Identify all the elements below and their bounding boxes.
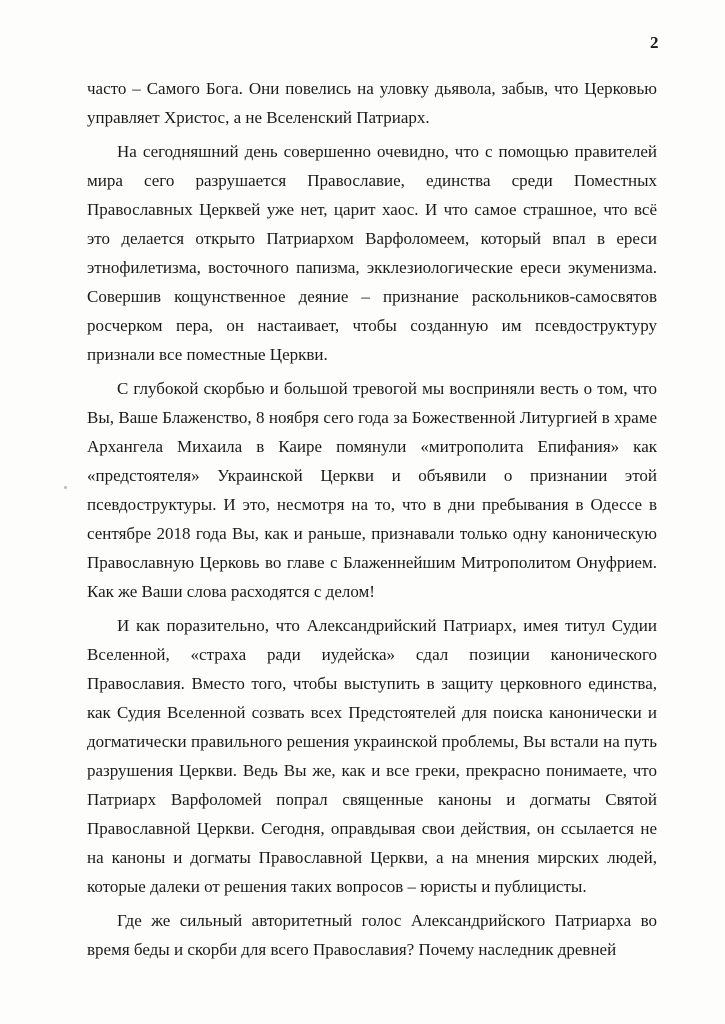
- paragraph: часто – Самого Бога. Они повелись на уловку дьявола, забыв, что Церковью управляет Христос, а не Вселенский Патриарх.: [87, 79, 657, 127]
- paragraph: С глубокой скорбью и большой тревогой мы восприняли весть о том, что Вы, Ваше Блаженство, 8 ноября сего года за Божественной Литургией в храме Архангела Михаила в Каире помянули «митрополита Епифания» как «предстоятеля» Украинской Церкви и объявили о признании этой псевдоструктуры. И это, несмотря на то, что в дни пребывания в Одессе в сентябре 2018 года Вы, как и раньше, признавали только одну каноническую Православную Церковь во главе с Блаженнейшим Митрополитом Онуфрием. Как же Ваши слова расходятся с делом!: [87, 379, 657, 601]
- paragraph: Где же сильный авторитетный голос Александрийского Патриарха во время беды и скорби для всего Православия? Почему наследник древней: [87, 911, 657, 959]
- scan-speck: [64, 486, 67, 489]
- document-body: [87, 74, 657, 969]
- page-number: 2: [650, 33, 659, 52]
- paragraph: На сегодняшний день совершенно очевидно, что с помощью правителей мира сего разрушается Православие, единства среди Поместных Православных Церквей уже нет, царит хаос. И что самое страшное, что всё это делается открыто Патриархом Варфоломеем, который впал в ереси этнофилетизма, восточного папизма, экклезиологические ереси экуменизма. Совершив кощунственное деяние – признание раскольников-самосвятов росчерком пера, он настаивает, чтобы созданную им псевдоструктуру признали все поместные Церкви.: [87, 142, 657, 364]
- paragraph: И как поразительно, что Александрийский Патриарх, имея титул Судии Вселенной, «страха ради иудейска» сдал позиции канонического Православия. Вместо того, чтобы выступить в защиту церковного единства, как Судия Вселенной созвать всех Предстоятелей для поиска канонически и догматически правильного решения украинской проблемы, Вы встали на путь разрушения Церкви. Ведь Вы же, как и все греки, прекрасно понимаете, что Патриарх Варфоломей попрал священные каноны и догматы Святой Православной Церкви. Сегодня, оправдывая свои действия, он ссылается не на каноны и догматы Православной Церкви, а на мнения мирских людей, которые далеки от решения таких вопросов – юристы и публицисты.: [87, 616, 657, 896]
